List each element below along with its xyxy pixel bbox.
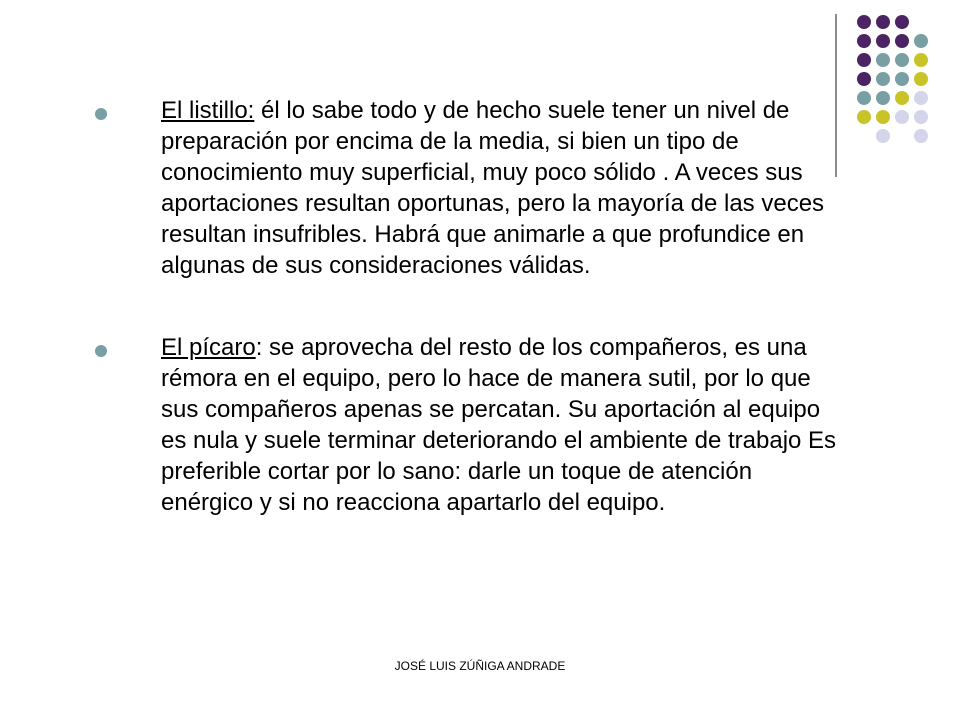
decorative-dot [876,129,890,143]
decorative-dot [914,72,928,86]
decorative-dot [895,34,909,48]
decorative-dot [895,72,909,86]
decorative-dot [857,72,871,86]
footer-author: JOSÉ LUIS ZÚÑIGA ANDRADE [394,659,566,673]
decorative-dot [876,91,890,105]
decorative-dot [857,34,871,48]
decorative-dot [857,15,871,29]
bullet-text: : se aprovecha del resto de los compañeros, es una rémora en el equipo, pero lo hace de manera sutil, por lo que sus compañeros apenas se percatan. Su aportación al equipo es nula y suele terminar deteriorando el ambiente de trabajo Es preferible cortar por lo sano: darle un toque de atención enérgico y si no reacciona apartarlo del equipo. [161,334,837,516]
bullet-item-picaro [95,332,845,518]
decorative-dot [914,53,928,67]
decorative-dot [914,129,928,143]
decorative-dot [895,53,909,67]
decorative-dot [895,110,909,124]
decorative-dot [914,91,928,105]
decorative-dot [857,91,871,105]
decorative-dot [914,110,928,124]
decorative-dot [895,15,909,29]
decorative-dot [876,15,890,29]
bullet-icon [95,108,107,120]
bullet-text: él lo sabe todo y de hecho suele tener un nivel de preparación por encima de la media, si bien un tipo de conocimiento muy superficial, muy poco sólido . A veces sus aportaciones resultan oportunas, pero la mayoría de las veces resultan insufribles. Habrá que animarle a que profundice en algunas de sus consideraciones válidas. [161,97,825,279]
decorative-dot [895,91,909,105]
decorative-dot [914,34,928,48]
bullet-term: El pícaro [161,334,256,361]
bullet-icon [95,345,107,357]
decorative-dot [876,110,890,124]
decorative-dot [857,53,871,67]
bullet-item-listillo [95,95,845,281]
bullet-list [95,95,845,518]
decorative-dot [876,72,890,86]
decorative-dot [876,53,890,67]
decorative-dot [857,110,871,124]
decorative-dot [876,34,890,48]
bullet-term: El listillo: [161,97,255,124]
